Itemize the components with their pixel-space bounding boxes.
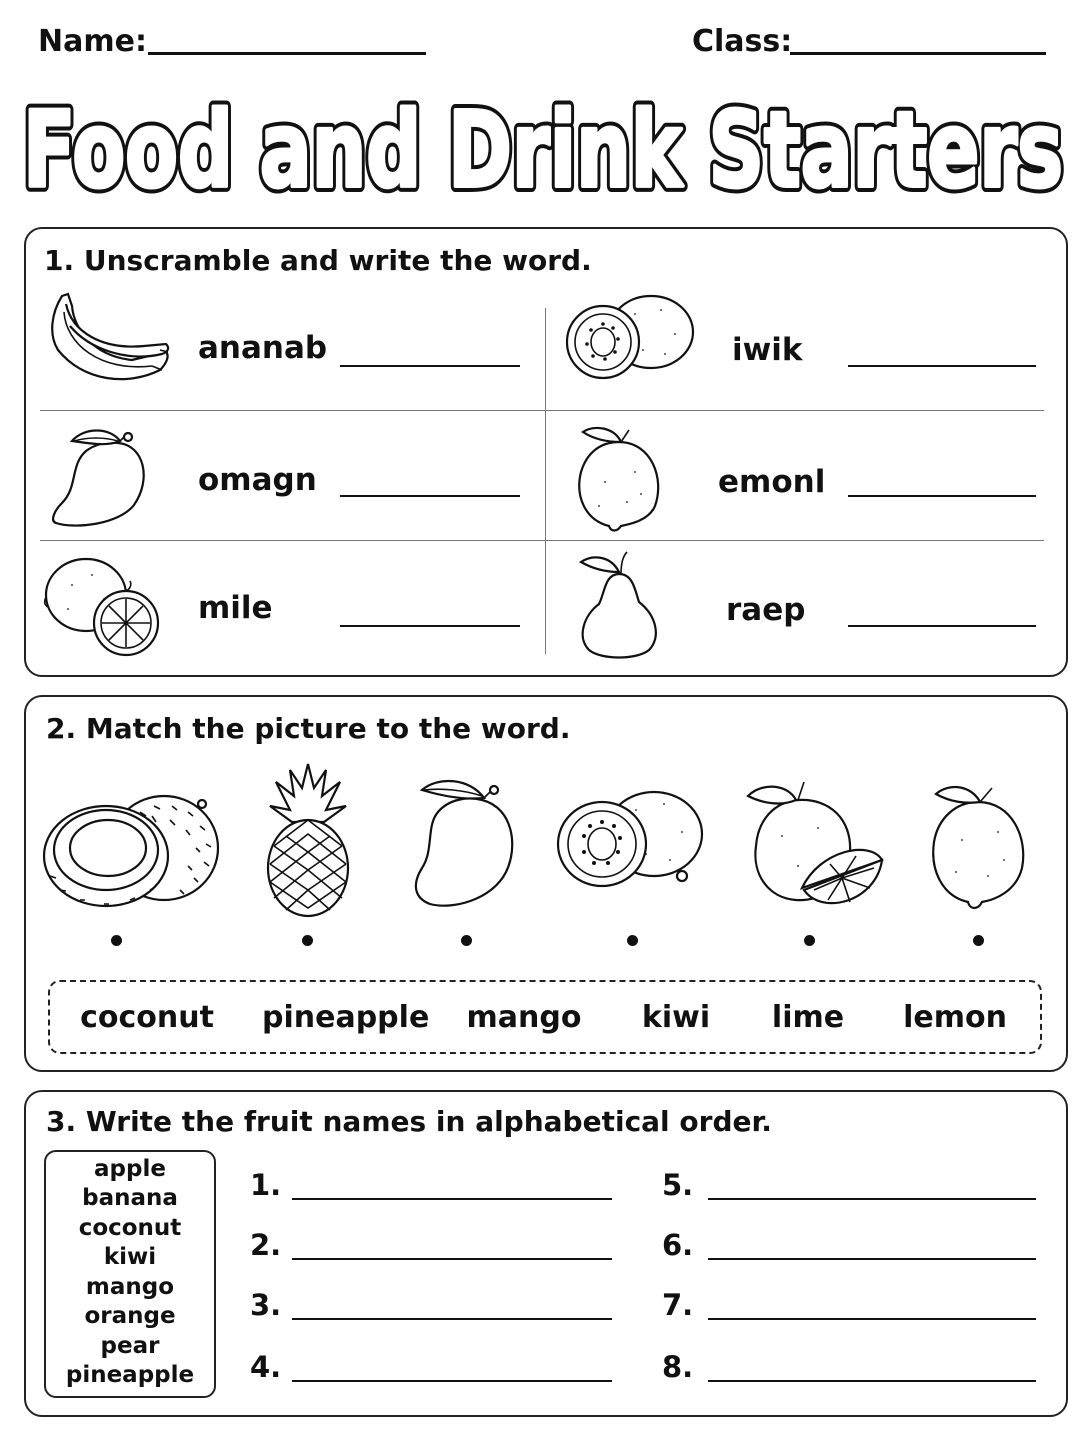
bank-word[interactable]: coconut (80, 1000, 214, 1035)
kiwi-icon (565, 292, 697, 384)
mango-icon (48, 425, 154, 531)
match-dot[interactable] (804, 935, 815, 946)
answer-line[interactable] (708, 1198, 1036, 1200)
fruit-list-item: pineapple (65, 1362, 195, 1388)
answer-number: 5. (662, 1168, 694, 1202)
row-divider (40, 410, 1044, 411)
name-field[interactable] (148, 52, 426, 55)
column-divider (545, 308, 546, 654)
answer-number: 1. (250, 1168, 282, 1202)
coconut-icon (40, 790, 222, 908)
answer-number: 6. (662, 1228, 694, 1262)
answer-number: 3. (250, 1288, 282, 1322)
answer-number: 8. (662, 1350, 694, 1384)
lime-icon (742, 776, 886, 912)
answer-line[interactable] (708, 1318, 1036, 1320)
match-dot[interactable] (302, 935, 313, 946)
scrambled-word: raep (726, 592, 806, 628)
bank-word[interactable]: lemon (903, 1000, 1007, 1035)
class-field[interactable] (790, 52, 1046, 55)
scrambled-word: mile (198, 590, 273, 626)
fruit-list-item: mango (85, 1274, 175, 1300)
answer-line[interactable] (708, 1258, 1036, 1260)
answer-line[interactable] (292, 1258, 612, 1260)
answer-line[interactable] (292, 1318, 612, 1320)
fruit-list-item: coconut (78, 1215, 182, 1241)
answer-number: 2. (250, 1228, 282, 1262)
row-divider (40, 540, 1044, 541)
pear-icon (575, 550, 665, 662)
answer-line[interactable] (340, 625, 520, 627)
section-2-title: 2. Match the picture to the word. (46, 712, 571, 745)
match-dot[interactable] (627, 935, 638, 946)
section-unscramble (24, 227, 1068, 677)
fruit-list-item: banana (82, 1185, 178, 1211)
kiwi-icon (556, 788, 706, 892)
answer-line[interactable] (292, 1198, 612, 1200)
lemon-icon (928, 780, 1030, 910)
answer-line[interactable] (708, 1380, 1036, 1382)
answer-line[interactable] (848, 365, 1036, 367)
svg-text:Food and Drink Starters: Food and Drink Starters (23, 89, 1063, 208)
section-1-title: 1. Unscramble and write the word. (44, 244, 592, 277)
bank-word[interactable]: lime (771, 1000, 845, 1035)
fruit-list-item: pear (100, 1333, 160, 1359)
bank-word[interactable]: mango (466, 1000, 582, 1035)
lime-icon (42, 555, 164, 661)
fruit-list-item: apple (94, 1156, 166, 1182)
section-3-title: 3. Write the fruit names in alphabetical order. (46, 1105, 772, 1138)
bank-word[interactable]: pineapple (262, 1000, 430, 1035)
name-label: Name: (38, 24, 147, 59)
answer-number: 7. (662, 1288, 694, 1322)
scrambled-word: omagn (198, 462, 317, 498)
answer-line[interactable] (340, 365, 520, 367)
answer-line[interactable] (340, 495, 520, 497)
fruit-list-item: kiwi (103, 1244, 157, 1270)
answer-line[interactable] (848, 495, 1036, 497)
svg-text:Food and Drink Starters: Food and Drink Starters (23, 89, 1063, 208)
banana-icon (44, 290, 174, 390)
page-title (0, 78, 1086, 208)
class-label: Class: (692, 24, 793, 59)
answer-line[interactable] (848, 625, 1036, 627)
lemon-icon (575, 422, 665, 532)
mango-icon (408, 776, 522, 910)
scrambled-word: iwik (732, 332, 803, 368)
pineapple-icon (264, 760, 352, 918)
bank-word[interactable]: kiwi (641, 1000, 711, 1035)
answer-line[interactable] (292, 1380, 612, 1382)
match-dot[interactable] (111, 935, 122, 946)
match-dot[interactable] (461, 935, 472, 946)
scrambled-word: emonl (718, 464, 826, 500)
scrambled-word: ananab (198, 330, 328, 366)
fruit-list-item: orange (84, 1303, 176, 1329)
match-dot[interactable] (973, 935, 984, 946)
answer-number: 4. (250, 1350, 282, 1384)
